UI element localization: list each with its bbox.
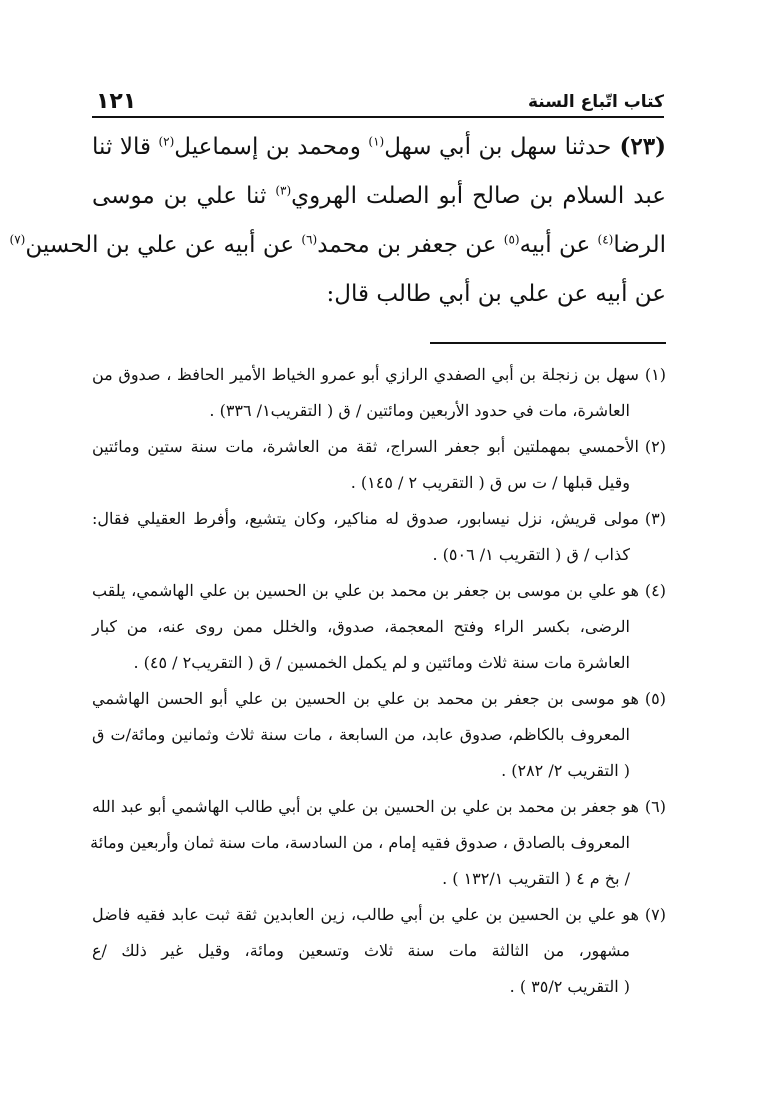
footnote-4 <box>92 573 666 681</box>
footnote-ref: (٤) <box>597 232 614 247</box>
footnote-line <box>92 681 666 717</box>
footnote-ref: (٥) <box>503 232 520 247</box>
footnote-line <box>92 429 666 465</box>
footnote-ref: (٢) <box>158 134 175 149</box>
footnote-text: هو موسى بن جعفر بن محمد بن علي بن الحسين بن علي أبو الحسن الهاشمي <box>92 689 639 708</box>
page-number: ١٢١ <box>96 89 137 114</box>
footnote-line: المعروف بالكاظم، صدوق عابد، من السابعة ، مات سنة ثلاث وثمانين ومائة/ت ق <box>92 725 630 744</box>
running-header <box>92 86 664 118</box>
footnote-line: ( التقريب ٣٥/٢ ) . <box>509 977 630 996</box>
hadith-text <box>9 122 666 319</box>
text-run: الرضا <box>613 232 666 258</box>
text-run: حدثنا سهل بن أبي سهل <box>384 134 612 160</box>
hadith-number: (٢٣) <box>611 133 666 160</box>
footnote-line: وقيل قبلها / ت س ق ( التقريب ٢ / ١٤٥) . <box>350 473 630 492</box>
footnote-line: ( التقريب ٢/ ٢٨٢) . <box>501 761 630 780</box>
footnote-line <box>92 897 666 933</box>
footnote-3 <box>92 501 666 573</box>
footnote-ref: (١) <box>368 134 385 149</box>
book-title: كتاب اتّباع السنة <box>527 92 664 112</box>
hadith-line <box>92 122 666 172</box>
hadith-line <box>92 172 666 221</box>
footnote-line <box>92 573 666 609</box>
footnote-number: (٣) <box>644 509 666 528</box>
footnote-number: (٢) <box>644 437 666 456</box>
footnote-ref: (٣) <box>275 183 292 198</box>
hadith-line <box>9 221 666 270</box>
text-run: عن أبيه عن علي بن أبي طالب قال: <box>326 281 666 307</box>
footnote-7 <box>92 897 666 1005</box>
footnote-1 <box>92 357 666 429</box>
footnote-line: كذاب / ق ( التقريب ١/ ٥٠٦) . <box>432 545 630 564</box>
footnote-number: (١) <box>644 365 666 384</box>
text-run: عن أبيه <box>519 232 598 258</box>
footnote-separator <box>430 342 666 344</box>
footnote-line <box>92 357 666 393</box>
footnote-ref: (٧) <box>9 232 26 247</box>
footnote-ref: (٦) <box>301 232 318 247</box>
text-run: عن أبيه عن علي بن الحسين <box>25 232 302 258</box>
footnote-number: (٥) <box>644 689 666 708</box>
footnote-text: سهل بن زنجلة بن أبي الصفدي الرازي أبو عمرو الخياط الأمير الحافظ ، صدوق من <box>92 365 639 384</box>
text-run: ومحمد بن إسماعيل <box>174 134 369 160</box>
footnote-2 <box>92 429 666 501</box>
footnote-text: مولى قريش، نزل نيسابور، صدوق له مناكير، وكان يتشيع، وأفرط العقيلي فقال: <box>92 509 639 528</box>
footnote-line: العاشرة، مات في حدود الأربعين ومائتين / ق ( التقريب١/ ٣٣٦) . <box>209 401 630 420</box>
text-run: عبد السلام بن صالح أبو الصلت الهروي <box>291 183 666 209</box>
footnote-line: مشهور، من الثالثة مات سنة ثلاث وتسعين ومائة، وقيل غير ذلك /ع <box>92 941 630 960</box>
footnote-6 <box>92 789 666 897</box>
footnotes <box>92 357 666 1005</box>
footnote-number: (٤) <box>644 581 666 600</box>
footnote-text: هو جعفر بن محمد بن علي بن الحسين بن علي بن أبي طالب الهاشمي أبو عبد الله <box>92 797 639 816</box>
footnote-text: الأحمسي بمهملتين أبو جعفر السراج، ثقة من العاشرة، مات سنة ستين ومائتين <box>92 437 639 456</box>
footnote-number: (٦) <box>644 797 666 816</box>
footnote-line: / بخ م ٤ ( التقريب ١٣٢/١ ) . <box>442 869 630 888</box>
text-run: ثنا علي بن موسى <box>92 183 276 209</box>
footnote-text: هو علي بن الحسين بن علي بن أبي طالب، زين العابدين ثقة ثبت عابد فقيه فاضل <box>92 905 639 924</box>
footnote-number: (٧) <box>644 905 666 924</box>
footnote-5 <box>92 681 666 789</box>
hadith-line <box>92 270 666 319</box>
text-run: عن جعفر بن محمد <box>317 232 504 258</box>
footnote-line: الرضى، بكسر الراء وفتح المعجمة، صدوق، والخلل ممن روى عنه، من كبار <box>92 617 630 636</box>
footnote-line: المعروف بالصادق ، صدوق فقيه إمام ، من السادسة، مات سنة ثمان وأربعين ومائة <box>90 833 630 852</box>
footnote-line: العاشرة مات سنة ثلاث ومائتين و لم يكمل الخمسين / ق ( التقريب٢ / ٤٥) . <box>133 653 630 672</box>
footnote-line <box>92 789 666 825</box>
text-run: قالا ثنا <box>92 134 159 160</box>
footnote-text: هو علي بن موسى بن جعفر بن محمد بن علي بن الحسين بن علي الهاشمي، يلقب <box>92 581 639 600</box>
footnote-line <box>92 501 666 537</box>
